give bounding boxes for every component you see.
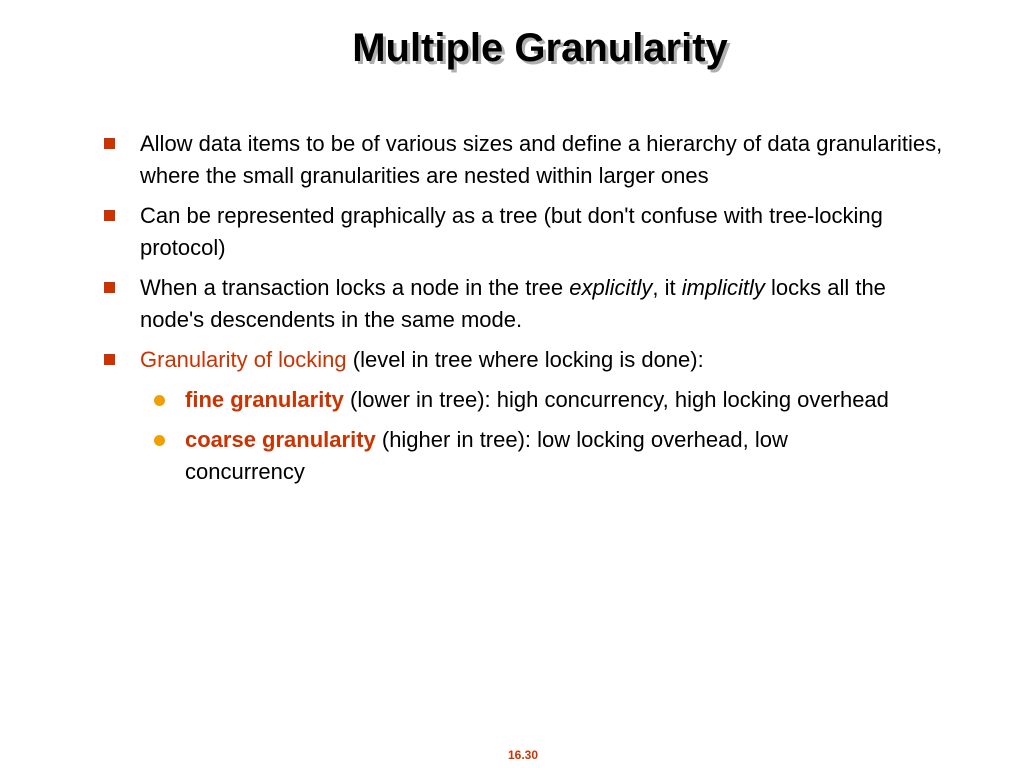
bullet-text-part: When a transaction locks a node in the tree bbox=[140, 275, 570, 300]
emphasis-implicitly: implicitly bbox=[681, 275, 765, 300]
bullet-text: Can be represented graphically as a tree (but don't confuse with tree-locking protocol) bbox=[140, 203, 883, 260]
sub-bullet-fine-granularity bbox=[148, 384, 905, 416]
sub-bullet-text: (lower in tree): high concurrency, high locking overhead bbox=[343, 387, 889, 412]
bullet-text: Allow data items to be of various sizes and define a hierarchy of data granularities, where the small granularities are nested within larger ones bbox=[140, 131, 943, 188]
bullet-item-tree bbox=[104, 200, 944, 264]
square-bullet-icon bbox=[104, 138, 115, 149]
square-bullet-icon bbox=[104, 354, 115, 365]
bullet-text-part: , it bbox=[652, 275, 682, 300]
term-fine-granularity: fine granularity bbox=[185, 387, 344, 412]
bullet-item-granularity-of-locking bbox=[104, 344, 944, 376]
emphasis-explicitly: explicitly bbox=[569, 275, 653, 300]
square-bullet-icon bbox=[104, 210, 115, 221]
sub-bullet-text: (higher in tree): low locking overhead, low concurrency bbox=[185, 427, 788, 484]
highlight-granularity-of-locking: Granularity of locking bbox=[140, 347, 347, 372]
page-number: 16.30 bbox=[507, 748, 539, 762]
term-coarse-granularity: coarse granularity bbox=[185, 427, 376, 452]
bullet-item-hierarchy bbox=[104, 128, 944, 192]
sub-bullet-coarse-granularity bbox=[148, 424, 905, 488]
bullet-text-part: locks all the node's descendents in the same mode. bbox=[140, 275, 886, 332]
bullet-list bbox=[104, 128, 944, 496]
square-bullet-icon bbox=[104, 282, 115, 293]
bullet-item-implicit-locking bbox=[104, 272, 944, 336]
round-bullet-icon bbox=[154, 395, 165, 406]
slide-title: Multiple Granularity bbox=[352, 26, 728, 70]
round-bullet-icon bbox=[154, 435, 165, 446]
bullet-text-part: (level in tree where locking is done): bbox=[346, 347, 704, 372]
